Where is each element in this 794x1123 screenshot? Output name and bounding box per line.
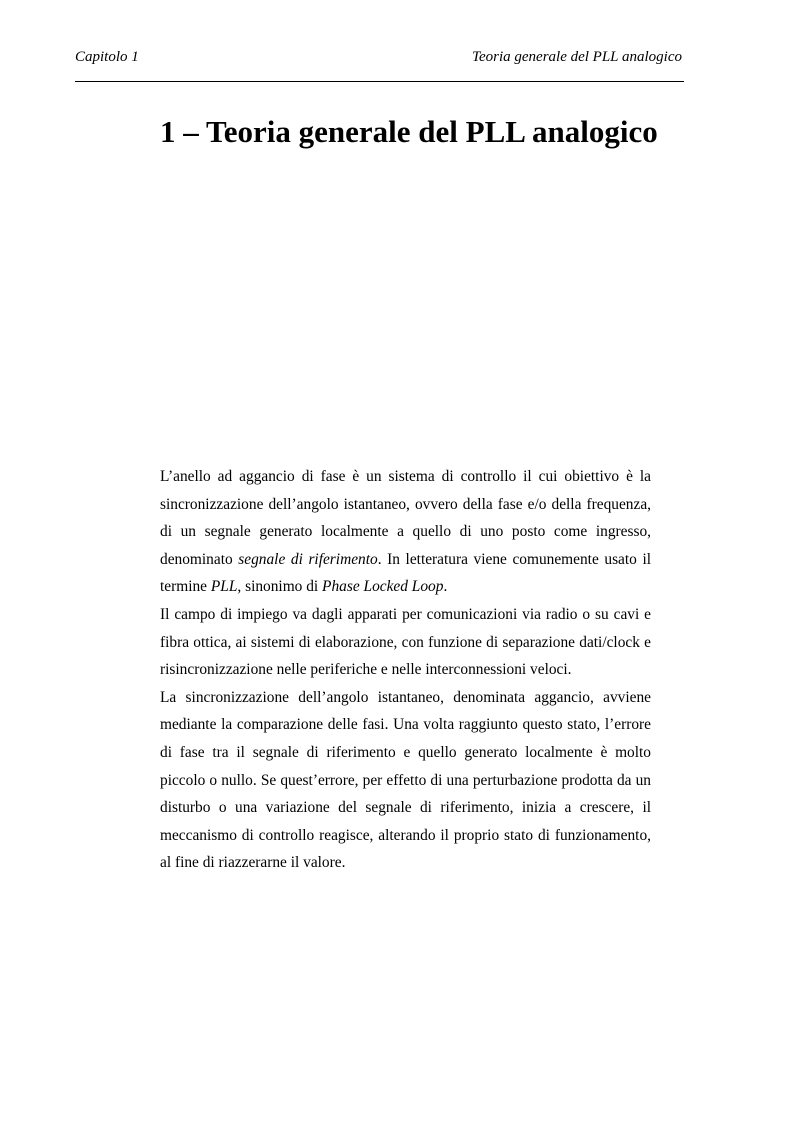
term-phase-locked-loop: Phase Locked Loop [322, 578, 444, 596]
header-chapter-title: Teoria generale del PLL analogico [472, 49, 682, 65]
paragraph-intro-part: , sinonimo di [237, 578, 323, 596]
paragraph-intro-part: . [443, 578, 448, 596]
paragraph-locking: La sincronizzazione dell’angolo istantaneo, denominata aggancio, avviene mediante la comparazione delle fasi. Una volta raggiunto questo stato, l’errore di fase tra il segnale di riferimento e quello generato localmente è molto piccolo o nullo. Se quest’errore, per effetto di una perturbazione prodotta da un disturbo o una variazione del segnale di riferimento, inizia a crescere, il meccanismo di controllo reagisce, alterando il proprio stato di funzionamento, al fine di riazzerarne il valore. [160, 688, 651, 872]
running-header [75, 46, 684, 68]
header-chapter-label: Capitolo 1 [75, 49, 139, 65]
paragraph-intro [160, 463, 651, 601]
paragraph-intro-part: . In letteratura viene comunemente usato il termine [160, 550, 652, 596]
paragraph-applications: Il campo di impiego va dagli apparati per comunicazioni via radio o su cavi e fibra ottica, ai sistemi di elaborazione, con funzione di separazione dati/clock e risincronizzazione nelle periferiche e nelle interconnessioni veloci. [160, 605, 651, 679]
term-pll: PLL [210, 578, 238, 596]
chapter-title: 1 – Teoria generale del PLL analogico [160, 114, 658, 149]
paragraph-intro-part: L’anello ad aggancio di fase è un sistema di controllo il cui obiettivo è la sincronizzazione dell’angolo istantaneo, ovvero della fase e/o della frequenza, di un segnale generato localmente a quello di uno posto come ingresso, denominato [160, 468, 651, 568]
header-divider [75, 81, 684, 82]
term-reference-signal: segnale di riferimento [238, 550, 378, 568]
body-text [160, 463, 651, 877]
